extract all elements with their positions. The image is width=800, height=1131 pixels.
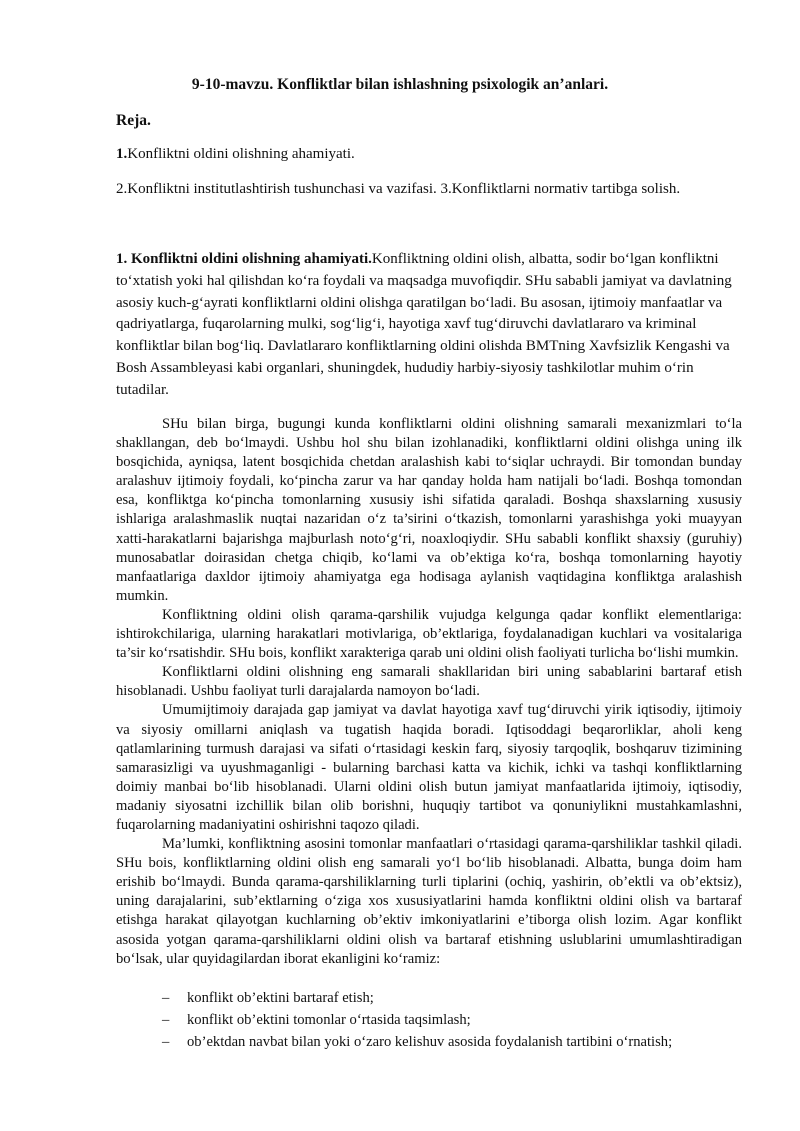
list-item-text: konflikt ob’ektini bartaraf etish; (187, 990, 374, 1006)
section-1 (116, 249, 746, 402)
plan-item-1-number: 1. (116, 146, 128, 162)
list-dash: – (162, 990, 170, 1006)
paragraph: Konfliktlarni oldini olishning eng samarali shakllaridan biri uning sabablarini bartaraf etish hisoblanadi. Ushbu faoliyat turli darajalarda namoyon bo‘ladi. (116, 664, 742, 700)
list-item (162, 1009, 672, 1031)
paragraph: SHu bilan birga, bugungi kunda konfliktlarni oldini olishning samarali mexanizmlari to‘la shakllangan, deb bo‘lmaydi. Ushbu hol shu bilan izohlanadiki, konfliktlarni oldini olishga uning ilk bosqichida, ayniqsa, latent bosqichida chetdan aralashish kabi to‘siqlar uchraydi. Bir tomondan bunday aralashuv ijtimoiy foydali, ko‘pincha zarur va har qanday holda ham natijali bo‘ladi. Boshqa tomondan esa, konfliktga ko‘pincha tomonlarning xususiy ishi sifatida qaraladi. Boshqa shaxslarning xususiy ishlariga aralashmaslik nuqtai nazaridan o‘z ta’sirini o‘tkazish, tomonlarni yarashishga yoki muayyan xatti-harakatlarni bajarishga majburlash noto‘g‘ri, noaxloqiydir. SHu sababli konflikt shaxsiy (guruhiy) munosabatlar doirasidan chetga chiqib, ko‘lami va ob’ektiga ko‘ra, boshqa tomonlarning hayotiy manfaatlariga daxldor ijtimoiy ahamiyatga ega hodisaga aylanish vaqtidagina konfliktga aralashish mumkin. (116, 416, 742, 604)
page-title: 9-10-mavzu. Konfliktlar bilan ishlashning psixologik an’anlari. (191, 76, 609, 93)
paragraph: Umumijtimoiy darajada gap jamiyat va davlat hayotiga xavf tug‘diruvchi yirik iqtisodiy, ijtimoiy va siyosiy omillarni aniqlash va tugatish haqida boradi. Iqtisoddagi beqarorliklar, aholi keng qatlamlarining turmush darajasi va sifati o‘rtasidagi keskin farq, siyosiy tarqoqlik, boshqaruv tizimining samarasizligi va uyushmaganligi - bularning barchasi katta va kichik, ichki va tashqi konfliktlarning doimiy manbai bo‘lib hisoblanadi. Ularni oldini olish butun jamiyat manfaatlarida ijtimoiy, iqtisodiy, madaniy siyosatni izchillik bilan olib borishni, huquqiy tartibot va qonuniylikni mustahkamlashni, fuqarolarning madaniyatini oshirishni taqozo qiladi. (116, 702, 742, 833)
paragraph: Konfliktning oldini olish qarama-qarshilik vujudga kelgunga qadar konflikt elementlariga: ishtirokchilariga, ularning harakatlari motivlariga, ob’ektlariga, foydalanadigan kuchlari va vositalariga ta’sir ko‘rsatishdir. SHu bois, konflikt xarakteriga qarab uni oldini olish faoliyati turlicha bo‘lishi mumkin. (116, 606, 742, 662)
list-item-text: ob’ektdan navbat bilan yoki o‘zaro kelishuv asosida foydalanish tartibini o‘rnatish; (187, 1034, 673, 1050)
list-item (162, 1031, 672, 1053)
section-1-heading: 1. Konfliktni oldini olishning ahamiyati. (116, 251, 372, 267)
list-item (162, 987, 672, 1009)
dash-list (162, 987, 672, 1053)
plan-item-1-text: Konfliktni oldini olishning ahamiyati. (127, 146, 355, 162)
paragraph: Ma’lumki, konfliktning asosini tomonlar manfaatlari o‘rtasidagi qarama-qarshiliklar tashkil qiladi. SHu bois, konfliktlarning oldini olish eng samarali yo‘l bo‘lib hisoblanadi. Albatta, bunga doim ham erishib bo‘lmaydi. Bunda qarama-qarshiliklarning turli tiplarini (ochiq, yashirin, ob’ektli va ob’ektsiz), uning darajalarini, sub’ektlarning o‘ziga xos xususiyatlarini hamda konfliktni oldini olish va bartaraf etishga harakat qilayotgan kuchlarning ob’ektiv imkoniyatlarini e’tiborga olish lozim. Agar konflikt asosida yotgan qarama-qarshiliklarni oldini olish va bartaraf etishning uslublarini umumlashtiradigan bo‘lsak, ular quyidagilardan iborat ekanligini ko‘ramiz: (116, 836, 742, 967)
plan-item-2: 2.Konfliktni institutlashtirish tushunchasi va vazifasi. 3.Konfliktlarni normativ tartibga solish. (116, 181, 681, 197)
list-dash: – (162, 1034, 170, 1050)
list-dash: – (162, 1012, 170, 1028)
plan-heading: Reja. (116, 112, 151, 129)
list-item-text: konflikt ob’ektini tomonlar o‘rtasida taqsimlash; (187, 1012, 471, 1028)
body-text (116, 415, 742, 969)
plan-item-1 (116, 146, 355, 163)
section-1-text: Konfliktning oldini olish, albatta, sodir bo‘lgan konfliktni to‘xtatish yoki hal qilishdan ko‘ra foydali va maqsadga muvofiqdir. SHu sababli jamiyat va davlatning asosiy kuch-g‘ayrati konfliktlarni oldini olishga qaratilgan bo‘ladi. Bu asosan, ijtimoiy manfaatlar va qadriyatlarga, fuqarolarning mulki, sog‘lig‘i, hayotiga xavf tug‘diruvchi davlatlararo va kriminal konfliktlar bilan bog‘liq. Davlatlararo konfliktlarning oldini olishda BMTning Xavfsizlik Kengashi va Bosh Assambleyasi kabi organlari, shuningdek, hududiy harbiy-siyosiy tashkilotlar muhim o‘rin tutadilar. (116, 251, 732, 398)
